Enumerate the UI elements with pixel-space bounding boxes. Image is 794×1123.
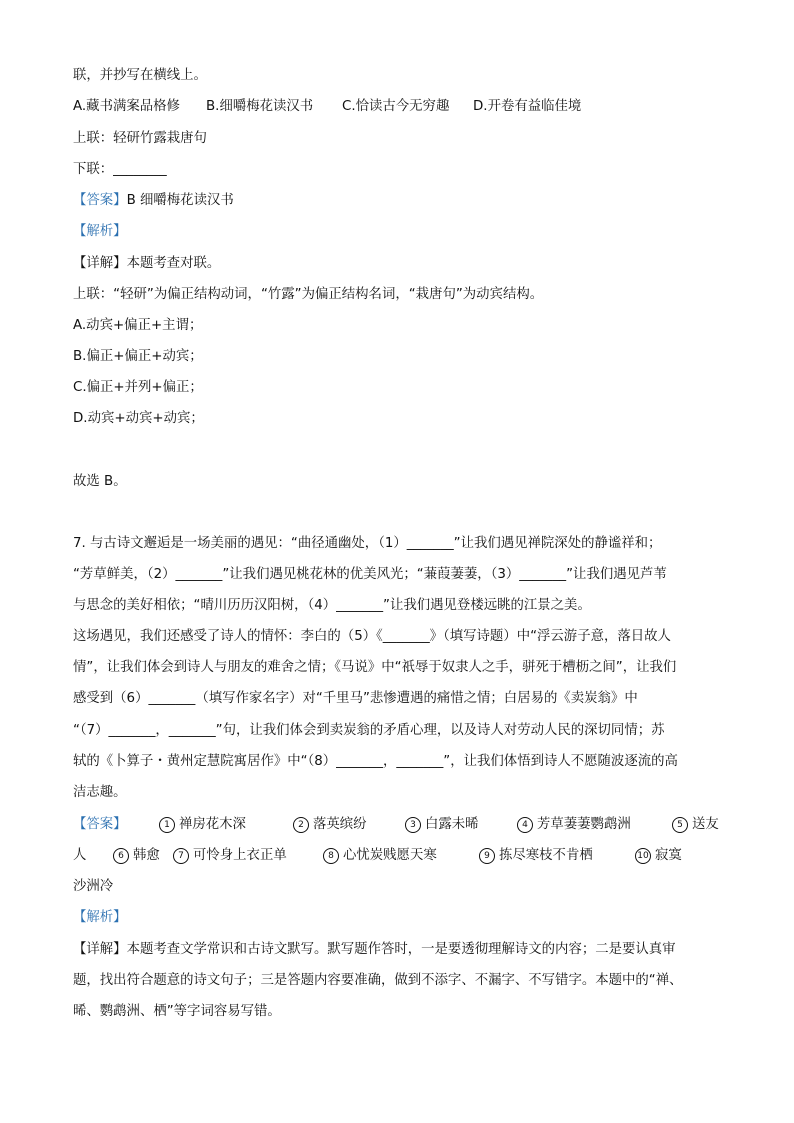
q7-detail-line-3: 晞、鹦鹉洲、栖”等字词容易写错。 xyxy=(73,1004,281,1019)
q7-answer-wrap: 人 xyxy=(73,848,87,863)
circled-number: 7 xyxy=(173,848,189,864)
q6-structure-c: C.偏正+并列+偏正； xyxy=(73,380,203,395)
q7-answer-item xyxy=(672,815,719,835)
q6-detail xyxy=(73,254,220,274)
q6-option-c: C.恰读古今无穷趣 xyxy=(342,99,450,114)
q6-structure-b: B.偏正+偏正+动宾； xyxy=(73,349,203,364)
q7-answer-item xyxy=(173,846,323,866)
q7-line-1: 7. 与古诗文邂逅是一场美丽的遇见：“曲径通幽处，（1）_______”让我们遇见禅院深处的静谧祥和； xyxy=(73,536,662,551)
q6-analysis-tag xyxy=(73,222,127,242)
circled-number: 6 xyxy=(113,848,129,864)
circled-number: 2 xyxy=(293,817,309,833)
q7-answer-item xyxy=(159,815,293,835)
q6-options xyxy=(73,97,581,117)
q7-answer-text: 落英缤纷 xyxy=(313,817,367,832)
q7-answer-text: 寂寞 xyxy=(655,848,682,863)
q7-line-2: “芳草鲜美，（2）_______”让我们遇见桃花林的优美风光；“蒹葭萋萋，（3）_______”让我们遇见芦苇 xyxy=(73,567,667,582)
q7-line-7: “（7）_______，_______”句，让我们体会到卖炭翁的矛盾心理，以及诗人对劳动人民的深切同情；苏 xyxy=(73,723,665,738)
q7-answer-text: 白露未晞 xyxy=(425,817,479,832)
q7-answer-item xyxy=(113,846,173,866)
circled-number: 8 xyxy=(323,848,339,864)
q6-detail-text: 本题考查对联。 xyxy=(126,256,221,271)
q7-answer-text: 拣尽寒枝不肯栖 xyxy=(499,848,593,863)
analysis-tag: 【解析】 xyxy=(73,224,127,239)
q7-answer-text: 韩愈 xyxy=(133,848,160,863)
detail-tag: 【详解】 xyxy=(73,942,127,957)
q7-detail-line-2: 题，找出符合题意的诗文句子；三是答题内容要准确，做到不添字、不漏字、不写错字。本题中的“禅、 xyxy=(73,973,683,988)
q7-answer-text: 心忧炭贱愿天寒 xyxy=(343,848,437,863)
q7-answer-row-3: 沙洲冷 xyxy=(73,879,114,894)
q7-answer-row-2 xyxy=(73,846,682,866)
q6-structure-d: D.动宾+动宾+动宾； xyxy=(73,411,204,426)
q7-answer-item xyxy=(517,815,672,835)
q6-option-b: B.细嚼梅花读汉书 xyxy=(206,99,314,114)
answer-tag: 【答案】 xyxy=(73,193,127,208)
q7-line-5: 情”，让我们体会到诗人与朋友的难舍之情；《马说》中“祇辱于奴隶人之手，骈死于槽枥之间”，让我们 xyxy=(73,660,677,675)
q6-prompt-tail: 联，并抄写在横线上。 xyxy=(73,68,207,83)
q6-upper-couplet: 上联：轻研竹露栽唐句 xyxy=(73,131,207,146)
q6-structure-a: A.动宾+偏正+主谓； xyxy=(73,318,203,333)
q7-answer-text: 可怜身上衣正单 xyxy=(193,848,287,863)
circled-number: 4 xyxy=(517,817,533,833)
q6-conclusion: 故选 B。 xyxy=(73,474,127,489)
q6-answer-text: B 细嚼梅花读汉书 xyxy=(126,193,234,208)
q6-explain: 上联：“轻研”为偏正结构动词，“竹露”为偏正结构名词，“栽唐句”为动宾结构。 xyxy=(73,287,544,302)
q6-answer xyxy=(73,191,234,211)
q7-answer-item xyxy=(635,846,682,866)
q6-option-a: A.藏书满案品格修 xyxy=(73,99,180,114)
q7-line-3: 与思念的美好相依；“晴川历历汉阳树，（4）_______”让我们遇见登楼远眺的江景之美。 xyxy=(73,598,591,613)
q7-detail-line-1 xyxy=(73,940,676,960)
circled-number: 5 xyxy=(672,817,688,833)
q7-answer-item xyxy=(293,815,405,835)
q7-answer-text: 送友 xyxy=(692,817,719,832)
circled-number: 3 xyxy=(405,817,421,833)
q7-detail-text: 本题考查文学常识和古诗文默写。默写题作答时，一是要透彻理解诗文的内容；二是要认真审 xyxy=(126,942,676,957)
q7-line-6: 感受到（6）_______（填写作家名字）对“千里马”悲惨遭遇的痛惜之情；白居易的《卖炭翁》中 xyxy=(73,691,638,706)
q7-line-4: 这场遇见，我们还感受了诗人的情怀：李白的（5）《_______》（填写诗题）中“浮云游子意，落日故人 xyxy=(73,629,671,644)
q6-lower-couplet: 下联：________ xyxy=(73,162,167,177)
q7-analysis-tag xyxy=(73,908,127,928)
circled-number: 10 xyxy=(635,848,651,864)
q7-line-9: 洁志趣。 xyxy=(73,785,127,800)
detail-tag: 【详解】 xyxy=(73,256,127,271)
circled-number: 1 xyxy=(159,817,175,833)
analysis-tag: 【解析】 xyxy=(73,910,127,925)
q7-answer-item xyxy=(323,846,479,866)
q6-option-d: D.开卷有益临佳境 xyxy=(473,99,582,114)
circled-number: 9 xyxy=(479,848,495,864)
q7-answer-item xyxy=(479,846,635,866)
q7-line-8: 轼的《卜算子・黄州定慧院寓居作》中“（8）_______，_______”，让我们体悟到诗人不愿随波逐流的高 xyxy=(73,754,678,769)
q7-answer-row-1 xyxy=(73,815,719,835)
q7-answer-item xyxy=(405,815,517,835)
q7-answer-text: 禅房花木深 xyxy=(179,817,246,832)
q7-answer-text: 芳草萋萋鹦鹉洲 xyxy=(537,817,631,832)
answer-tag: 【答案】 xyxy=(73,817,127,832)
